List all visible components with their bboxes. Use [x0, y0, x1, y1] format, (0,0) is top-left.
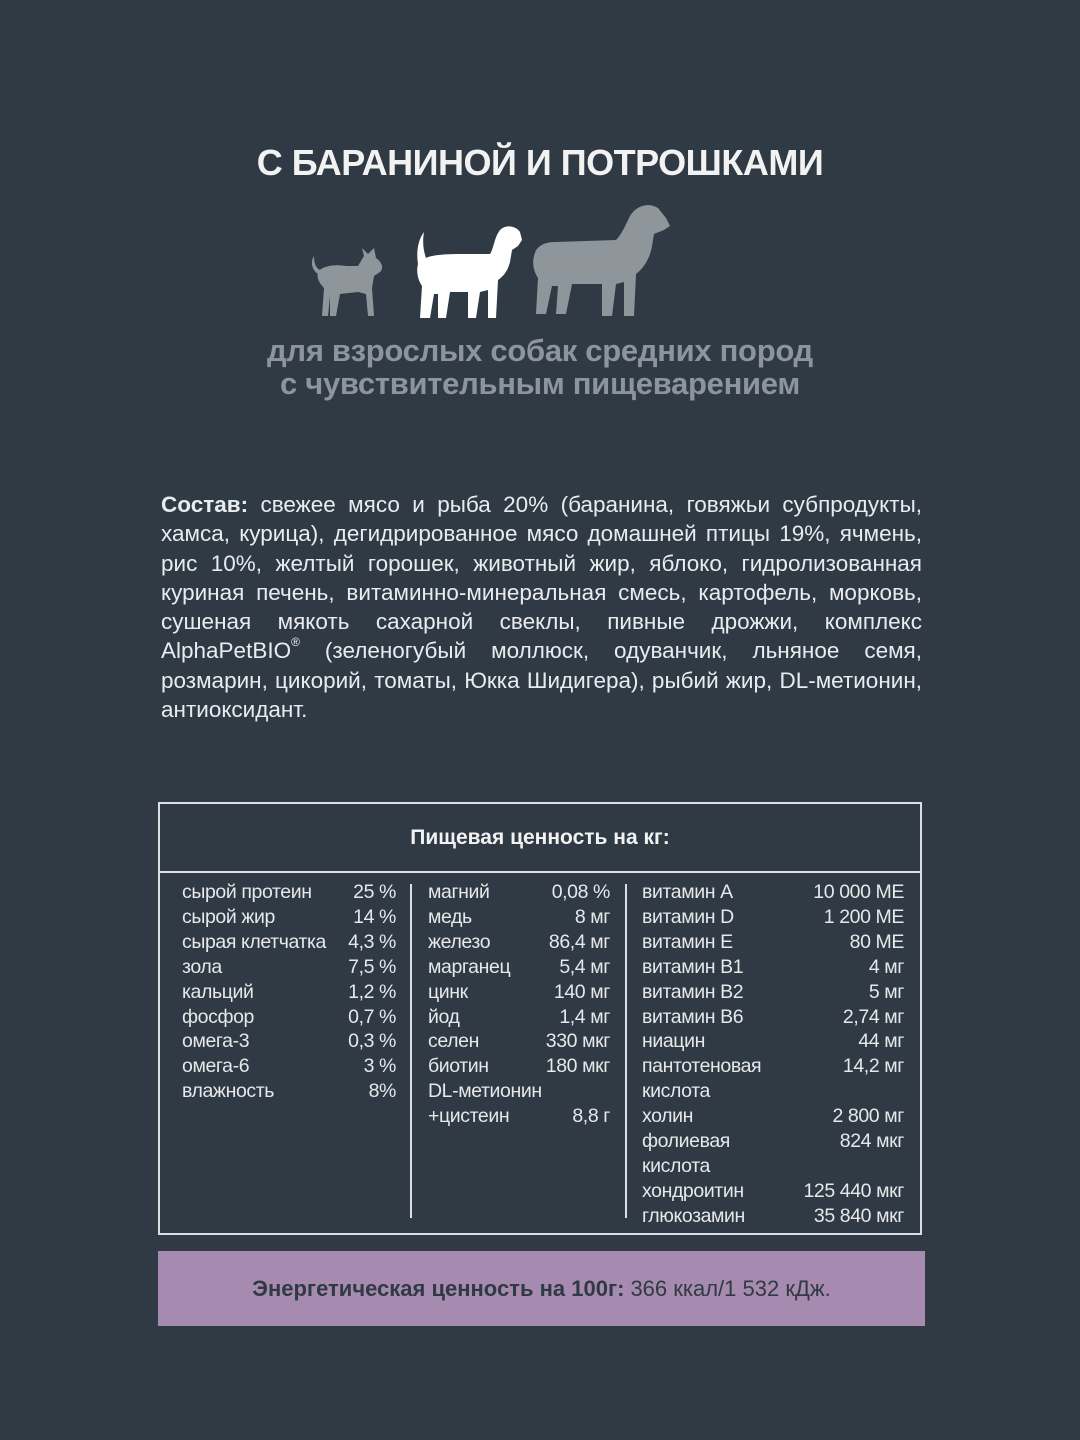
nutrient-value: 0,3 % [348, 1030, 396, 1053]
nutrient-name: хондроитин [642, 1179, 744, 1202]
nutrient-row [182, 1029, 396, 1054]
nutrient-value: 824 мкг [839, 1130, 904, 1153]
nutrient-value: 5,4 мг [559, 955, 610, 978]
nutrient-name: витамин B2 [642, 980, 744, 1003]
nutrient-name: сырой протеин [182, 881, 312, 903]
nutrient-value: 125 440 мкг [803, 1179, 904, 1202]
nutrient-value: 86,4 мг [548, 930, 610, 953]
nutrient-value: 140 мг [553, 980, 610, 1003]
nutrition-table [158, 802, 922, 1235]
nutrient-name: биотин [428, 1055, 489, 1078]
nutrient-name: +цистеин [428, 1105, 510, 1128]
nutrient-name: кальций [182, 980, 254, 1003]
energy-label: Энергетическая ценность на 100г: [252, 1275, 625, 1301]
medium-dog-icon [417, 226, 522, 318]
nutrient-name: магний [428, 881, 490, 903]
nutrient-name: медь [428, 905, 472, 928]
nutrient-value: 7,5 % [348, 955, 396, 978]
product-title: С БАРАНИНОЙ И ПОТРОШКАМИ [256, 142, 824, 183]
nutrient-row [428, 955, 610, 980]
nutrient-value: 8% [368, 1080, 396, 1103]
nutrient-row [642, 1079, 904, 1104]
nutrition-header: Пищевая ценность на кг: [160, 804, 920, 873]
nutrient-name: кислота [642, 1080, 710, 1103]
nutrient-name: йод [428, 1005, 460, 1028]
nutrient-row [642, 1204, 904, 1229]
nutrient-value: 2 800 мг [832, 1105, 904, 1128]
nutrient-row [642, 1154, 904, 1179]
nutrient-name: глюкозамин [642, 1204, 745, 1227]
nutrient-name: цинк [428, 980, 468, 1003]
nutrient-row [182, 980, 396, 1005]
column-divider [410, 884, 412, 1218]
nutrient-row [642, 1005, 904, 1030]
nutrient-name: селен [428, 1030, 479, 1053]
nutrient-name: фолиевая [642, 1130, 730, 1153]
nutrient-name: DL-метионин [428, 1080, 542, 1103]
nutrient-value: 2,74 мг [842, 1005, 904, 1028]
nutrient-name: железо [428, 930, 491, 953]
nutrient-value: 0,7 % [348, 1005, 396, 1028]
nutrient-value: 1,2 % [348, 980, 396, 1003]
nutrient-value: 1 200 МЕ [823, 905, 904, 928]
nutrient-value: 14 % [353, 905, 396, 928]
nutrient-value: 5 мг [868, 980, 904, 1003]
nutrient-name: марганец [428, 955, 511, 978]
nutrient-row [642, 1104, 904, 1129]
nutrient-value: 3 % [363, 1055, 396, 1078]
energy-value-band [158, 1251, 925, 1326]
subtitle [0, 334, 1080, 400]
nutrient-name: ниацин [642, 1030, 705, 1053]
nutrient-name: витамин Е [642, 930, 733, 953]
nutrient-name: влажность [182, 1080, 275, 1103]
nutrient-row [182, 1079, 396, 1104]
nutrient-row [642, 880, 904, 905]
nutrient-row [182, 1005, 396, 1030]
nutrient-row [182, 955, 396, 980]
column-divider [625, 884, 627, 1218]
nutrient-row [642, 955, 904, 980]
nutrient-row [182, 905, 396, 930]
nutrient-row [642, 980, 904, 1005]
nutrient-value: 4,3 % [348, 930, 396, 953]
nutrient-name: сырой жир [182, 905, 275, 928]
nutrient-row [182, 1054, 396, 1079]
nutrient-name: витамин D [642, 905, 734, 928]
nutrient-row [182, 930, 396, 955]
nutrient-value: 25 % [353, 881, 396, 903]
nutrient-name: витамин А [642, 881, 733, 903]
nutrient-value: 1,4 мг [559, 1005, 610, 1028]
dog-size-icons [300, 196, 700, 326]
large-dog-icon [533, 205, 670, 316]
nutrient-name: кислота [642, 1154, 710, 1177]
composition-text [161, 490, 922, 724]
nutrient-name: витамин B6 [642, 1005, 744, 1028]
nutrient-name: пантотеновая [642, 1055, 762, 1078]
trademark-symbol: ® [291, 635, 300, 650]
nutrient-value: 8 мг [574, 905, 610, 928]
nutrient-value: 8,8 г [572, 1105, 610, 1128]
composition-label: Состав: [161, 492, 249, 517]
nutrient-value: 10 000 МЕ [813, 881, 904, 903]
energy-value: 366 ккал/1 532 кДж. [630, 1275, 831, 1301]
nutrition-column-1 [182, 880, 396, 1104]
nutrient-row [642, 1029, 904, 1054]
nutrient-name: холин [642, 1105, 693, 1128]
nutrient-row [428, 930, 610, 955]
composition-body: свежее мясо и рыба 20% (баранина, говяжьи субпродукты, хамса, курица), дегидрированное мясо домашней птицы 19%, ячмень, рис 10%, желтый горошек, животный жир, яблоко, гидролизованная куриная печень, витаминно-минеральная смесь, картофель, морковь, сушеная мякоть сахарной свеклы, пивные дрожжи, комплекс AlphaPetBIO [161, 492, 922, 664]
nutrient-row [428, 1054, 610, 1079]
nutrient-row [642, 1054, 904, 1079]
nutrient-name: омега-3 [182, 1030, 250, 1053]
nutrient-value: 80 МЕ [849, 930, 904, 953]
nutrient-row [428, 1079, 610, 1104]
nutrient-value: 14,2 мг [842, 1055, 904, 1078]
nutrient-value: 4 мг [868, 955, 904, 978]
nutrient-row [182, 880, 396, 905]
nutrient-name: витамин B1 [642, 955, 744, 978]
subtitle-line-2: с чувствительным пищеварением [280, 366, 800, 401]
small-dog-icon [312, 248, 382, 316]
nutrient-value: 35 840 мкг [813, 1204, 904, 1227]
nutrient-row [642, 905, 904, 930]
nutrient-row [642, 930, 904, 955]
nutrient-name: омега-6 [182, 1055, 250, 1078]
nutrient-row [428, 905, 610, 930]
nutrient-value: 44 мг [858, 1030, 904, 1053]
nutrient-name: фосфор [182, 1005, 254, 1028]
nutrient-row [642, 1179, 904, 1204]
nutrient-row [642, 1129, 904, 1154]
nutrient-name: зола [182, 955, 222, 978]
nutrient-row [428, 880, 610, 905]
subtitle-line-1: для взрослых собак средних пород [267, 333, 813, 368]
composition-body-end: (зеленогубый моллюск, одуванчик, льняное семя, розмарин, цикорий, томаты, Юкка Шидигера), рыбий жир, DL-метионин, антиоксидант. [161, 638, 922, 723]
nutrient-row [428, 1104, 610, 1129]
nutrient-value: 180 мкг [545, 1055, 610, 1078]
nutrient-row [428, 980, 610, 1005]
nutrition-column-2 [428, 880, 610, 1129]
nutrient-row [428, 1005, 610, 1030]
nutrient-row [428, 1029, 610, 1054]
nutrient-value: 330 мкг [545, 1030, 610, 1053]
nutrition-column-3 [642, 880, 904, 1229]
nutrient-value: 0,08 % [551, 881, 610, 903]
nutrient-name: сырая клетчатка [182, 930, 327, 953]
